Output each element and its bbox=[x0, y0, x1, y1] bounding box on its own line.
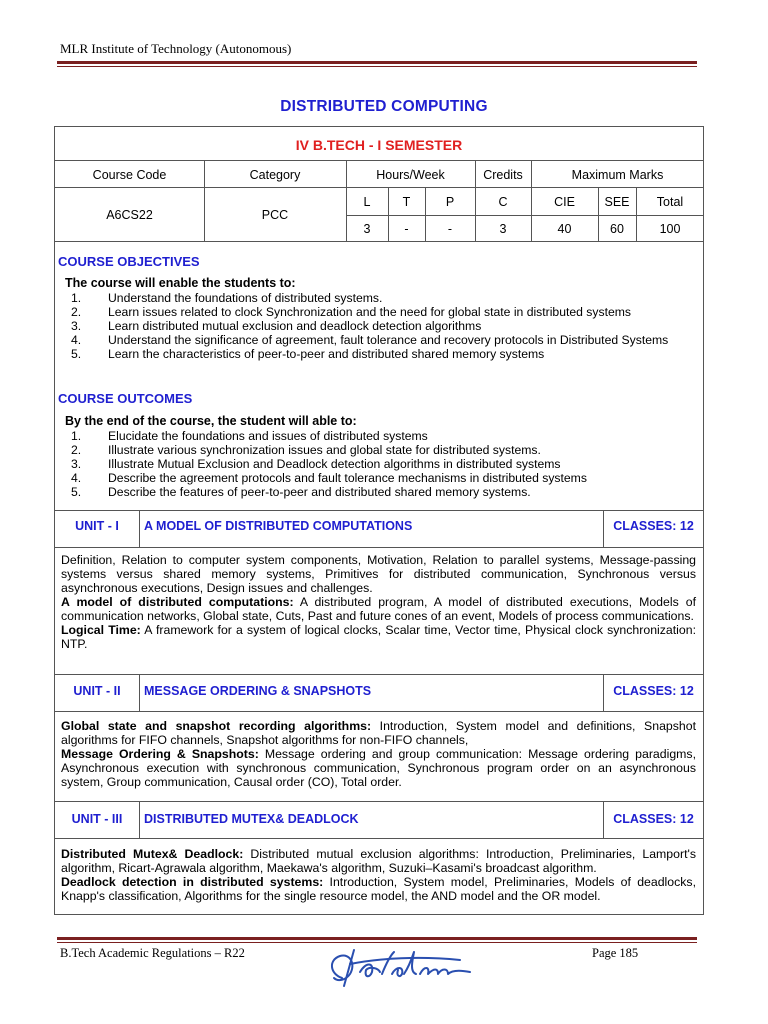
header-l: L bbox=[363, 195, 371, 209]
divider bbox=[55, 674, 703, 675]
semester-heading: IV B.TECH - I SEMESTER bbox=[295, 137, 463, 153]
unit-3-para-2 bbox=[61, 875, 696, 903]
objective-text: Learn distributed mutual exclusion and deadlock detection algorithms bbox=[108, 319, 482, 333]
outcome-text: Illustrate various synchronization issues and global state for distributed systems. bbox=[108, 443, 541, 457]
objectives-heading: COURSE OBJECTIVES bbox=[58, 254, 200, 269]
list-item: 1. Elucidate the foundations and issues of distributed systems bbox=[63, 429, 695, 443]
para-text: Distributed mutual exclusion algorithms: Introduction, Preliminaries, Lamport's algorithm, Ricart-Agrawala algorithm, Maekawa's algorithm, Suzuki–Kasami's broadcast algorithm. bbox=[61, 847, 696, 875]
para-text: A distributed program, A model of distributed executions, Models of communication networks, Global state, Cuts, Past and future cones of an event, Models of process communications. bbox=[61, 595, 696, 623]
footer-rule-thin bbox=[57, 942, 697, 943]
list-item: 3. Illustrate Mutual Exclusion and Deadlock detection algorithms in distributed systems bbox=[63, 457, 695, 471]
list-item: 5. Learn the characteristics of peer-to-peer and distributed shared memory systems bbox=[63, 347, 695, 361]
para-text: Message ordering and group communication: Message ordering paradigms, Asynchronous execution with synchronous communication, Synchronous program order on an asynchronous system, Group communication, Causal order (CO), Total order. bbox=[61, 747, 696, 789]
para-bold: Global state and snapshot recording algorithms: bbox=[61, 719, 372, 733]
list-item: 4. Describe the agreement protocols and fault tolerance mechanisms in distributed systems bbox=[63, 471, 695, 485]
divider bbox=[55, 241, 703, 242]
header-category: Category bbox=[249, 168, 301, 182]
objectives-intro: The course will enable the students to: bbox=[65, 276, 296, 290]
outcomes-heading: COURSE OUTCOMES bbox=[58, 391, 193, 406]
p-value: - bbox=[447, 222, 453, 236]
divider bbox=[55, 160, 703, 161]
total-value: 100 bbox=[659, 222, 681, 236]
divider bbox=[139, 510, 140, 547]
para-text: Introduction, System model and definitions, Snapshot algorithms for FIFO channels, Snapshot algorithms for non-FIFO channels, bbox=[61, 719, 697, 747]
list-item: 3. Learn distributed mutual exclusion and deadlock detection algorithms bbox=[63, 319, 695, 333]
l-value: 3 bbox=[363, 222, 371, 236]
signature-image bbox=[320, 944, 490, 990]
page-title: DISTRIBUTED COMPUTING bbox=[280, 98, 488, 115]
unit-2-label: UNIT - II bbox=[73, 684, 121, 698]
divider bbox=[55, 801, 703, 802]
header-total: Total bbox=[656, 195, 684, 209]
para-bold: Message Ordering & Snapshots: bbox=[61, 747, 259, 761]
unit-3-classes: CLASSES: 12 bbox=[613, 812, 694, 826]
unit-3-label: UNIT - III bbox=[71, 812, 123, 826]
header-cie: CIE bbox=[554, 195, 575, 209]
outcome-text: Describe the features of peer-to-peer and distributed shared memory systems. bbox=[108, 485, 531, 499]
divider bbox=[55, 187, 703, 188]
unit-1-title: A MODEL OF DISTRIBUTED COMPUTATIONS bbox=[144, 519, 413, 533]
header-t: T bbox=[402, 195, 411, 209]
para-text: Introduction, System model, Preliminaries, Models of deadlocks, Knapp's classification, Algorithms for the single resource model, the AND model and the OR model. bbox=[61, 875, 696, 903]
list-item: 1. Understand the foundations of distributed systems. bbox=[63, 291, 695, 305]
unit-2-classes: CLASSES: 12 bbox=[613, 684, 694, 698]
divider bbox=[55, 547, 703, 548]
para-bold: Distributed Mutex& Deadlock: bbox=[61, 847, 244, 861]
footer-rule bbox=[57, 937, 697, 940]
page-number: Page 185 bbox=[592, 946, 639, 960]
header-c: C bbox=[498, 195, 508, 209]
header-course-code: Course Code bbox=[92, 168, 167, 182]
course-code-value: A6CS22 bbox=[106, 208, 153, 222]
unit-2-para-1 bbox=[61, 719, 696, 747]
list-item: 2. Illustrate various synchronization issues and global state for distributed systems. bbox=[63, 443, 695, 457]
outcome-text: Describe the agreement protocols and fault tolerance mechanisms in distributed systems bbox=[108, 471, 587, 485]
footer-regulations: B.Tech Academic Regulations – R22 bbox=[60, 946, 245, 960]
unit-2-content bbox=[61, 719, 696, 789]
category-value: PCC bbox=[261, 208, 289, 222]
unit-1-para-1 bbox=[61, 553, 696, 595]
objectives-list bbox=[63, 291, 695, 361]
divider bbox=[55, 838, 703, 839]
unit-1-classes: CLASSES: 12 bbox=[613, 519, 694, 533]
header-rule-thin bbox=[57, 66, 697, 67]
institute-header: MLR Institute of Technology (Autonomous) bbox=[60, 41, 292, 56]
para-bold: Logical Time: bbox=[61, 623, 141, 637]
objective-text: Understand the foundations of distributed systems. bbox=[108, 291, 383, 305]
objective-text: Learn the characteristics of peer-to-peer and distributed shared memory systems bbox=[108, 347, 545, 361]
divider bbox=[346, 215, 703, 216]
header-p: P bbox=[445, 195, 455, 209]
unit-3-para-1 bbox=[61, 847, 696, 875]
header-see: SEE bbox=[604, 195, 630, 209]
list-item: 4. Understand the significance of agreement, fault tolerance and recovery protocols in Distributed Systems bbox=[63, 333, 695, 347]
outcomes-list bbox=[63, 429, 695, 499]
header-rule bbox=[57, 61, 697, 64]
divider bbox=[55, 510, 703, 511]
header-maximum-marks: Maximum Marks bbox=[571, 168, 664, 182]
unit-1-para-3 bbox=[61, 623, 696, 651]
header-credits: Credits bbox=[483, 168, 523, 182]
para-text: Definition, Relation to computer system components, Motivation, Relation to parallel systems, Message-passing systems versus shared memory systems, Primitives for distributed communication, Synchronous versus asynchronous executions, Design issues and challenges. bbox=[61, 553, 696, 595]
syllabus-box bbox=[54, 126, 704, 915]
unit-1-label: UNIT - I bbox=[75, 519, 119, 533]
unit-2-title: MESSAGE ORDERING & SNAPSHOTS bbox=[144, 684, 372, 698]
unit-3-title: DISTRIBUTED MUTEX& DEADLOCK bbox=[144, 812, 359, 826]
unit-1-para-2 bbox=[61, 595, 696, 623]
list-item: 5. Describe the features of peer-to-peer and distributed shared memory systems. bbox=[63, 485, 695, 499]
objective-text: Learn issues related to clock Synchronization and the need for global state in distributed systems bbox=[108, 305, 632, 319]
cie-value: 40 bbox=[557, 222, 572, 236]
c-value: 3 bbox=[499, 222, 507, 236]
outcome-text: Illustrate Mutual Exclusion and Deadlock detection algorithms in distributed systems bbox=[108, 457, 561, 471]
outcome-text: Elucidate the foundations and issues of distributed systems bbox=[108, 429, 428, 443]
t-value: - bbox=[404, 222, 409, 236]
unit-2-para-2 bbox=[61, 747, 696, 789]
objective-text: Understand the significance of agreement, fault tolerance and recovery protocols in Distributed Systems bbox=[108, 333, 669, 347]
unit-3-content bbox=[61, 847, 696, 903]
para-bold: A model of distributed computations: bbox=[61, 595, 294, 609]
outcomes-intro: By the end of the course, the student will able to: bbox=[65, 414, 357, 428]
divider bbox=[139, 801, 140, 838]
see-value: 60 bbox=[610, 222, 624, 236]
para-text: A framework for a system of logical clocks, Scalar time, Vector time, Physical clock synchronization: NTP. bbox=[61, 623, 696, 651]
divider bbox=[139, 674, 140, 711]
header-hours-week: Hours/Week bbox=[376, 168, 445, 182]
divider bbox=[55, 711, 703, 712]
para-bold: Deadlock detection in distributed systems: bbox=[61, 875, 324, 889]
list-item: 2. Learn issues related to clock Synchronization and the need for global state in distributed systems bbox=[63, 305, 695, 319]
unit-1-content bbox=[61, 553, 696, 651]
